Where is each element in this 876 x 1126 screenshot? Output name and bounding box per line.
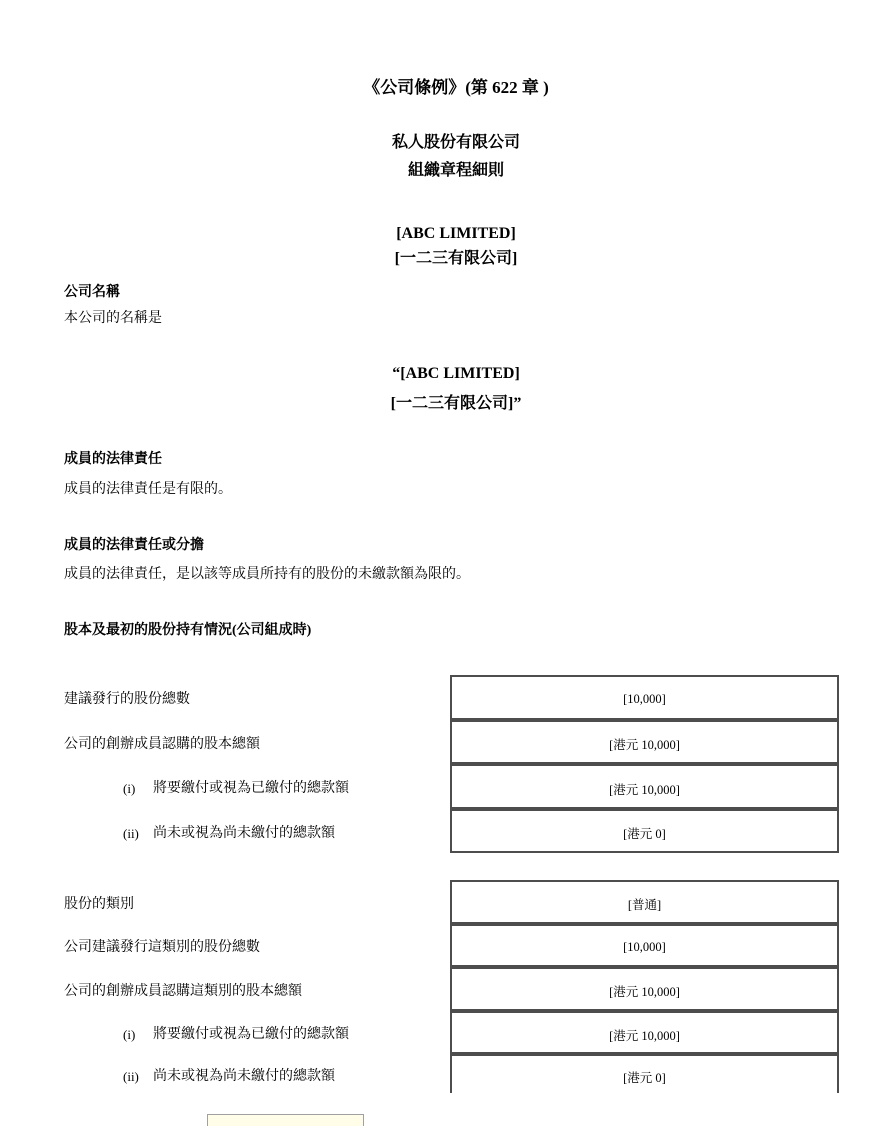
- quoted-name-line1: [64, 364, 848, 383]
- company-name-zh: [一二三有限公司]: [394, 250, 518, 267]
- table-row-label: (i) 將要繳付或視為已繳付的總款額: [123, 1027, 349, 1043]
- contribution-heading: 成員的法律責任或分擔: [64, 538, 204, 553]
- open-quote: “: [392, 365, 401, 382]
- ordinance-title: 《公司條例》(第 622 章 ): [363, 78, 549, 97]
- share-capital-table: [64, 675, 839, 853]
- table-row-label: 股份的類別: [64, 896, 134, 912]
- quoted-name-line2: [64, 394, 848, 413]
- value-box: [港元 10,000]: [450, 764, 839, 809]
- table-row-label: 建議發行的股份總數: [64, 692, 190, 708]
- share-capital-labels: [64, 675, 450, 853]
- value-box: [港元 10,000]: [450, 967, 839, 1011]
- value-box: [10,000]: [450, 924, 839, 968]
- quoted-name-en: [ABC LIMITED]: [400, 365, 520, 382]
- list-marker: (ii): [123, 825, 139, 841]
- company-name-heading: 公司名稱: [64, 285, 120, 300]
- share-capital-values: [450, 675, 839, 853]
- share-class-labels: [64, 880, 450, 1093]
- share-class-table: [64, 880, 839, 1093]
- quoted-name-zh: [一二三有限公司]: [390, 395, 514, 412]
- list-marker: (i): [123, 781, 136, 797]
- list-marker: (ii): [123, 1068, 139, 1084]
- doc-type-line: 組織章程細則: [407, 162, 504, 179]
- value-box: [港元 10,000]: [450, 720, 839, 765]
- value-box: [港元 0]: [450, 809, 839, 854]
- capital-heading: 股本及最初的股份持有情況(公司組成時): [64, 623, 312, 638]
- table-row-label: 公司的創辦成員認購的股本總額: [64, 736, 260, 752]
- table-row-label: (ii) 尚未或視為尚未繳付的總款額: [123, 825, 335, 841]
- table-row-label: 公司的創辦成員認購這類別的股本總額: [64, 983, 302, 999]
- table-row-label: 公司建議發行這類別的股份總數: [64, 940, 260, 956]
- value-box: [10,000]: [450, 675, 839, 720]
- liability-heading: 成員的法律責任: [64, 452, 162, 467]
- table-row-label: (ii) 尚未或視為尚未繳付的總款額: [123, 1068, 335, 1084]
- company-type-line: 私人股份有限公司: [391, 134, 520, 151]
- value-box: [港元 0]: [450, 1054, 839, 1093]
- list-marker: (i): [123, 1027, 136, 1043]
- share-class-values: [450, 880, 839, 1093]
- value-box: [港元 10,000]: [450, 1011, 839, 1055]
- table-row-label: (i) 將要繳付或視為已繳付的總款額: [123, 781, 349, 797]
- company-name-en: [ABC LIMITED]: [396, 225, 516, 242]
- liability-body: 成員的法律責任是有限的。: [64, 482, 232, 497]
- close-quote: ”: [513, 395, 522, 412]
- company-name-intro: 本公司的名稱是: [64, 311, 162, 326]
- contribution-body: 成員的法律責任，是以該等成員所持有的股份的未繳款額為限的。: [64, 567, 470, 582]
- value-box: [普通]: [450, 880, 839, 924]
- form-field-partial[interactable]: [207, 1114, 364, 1126]
